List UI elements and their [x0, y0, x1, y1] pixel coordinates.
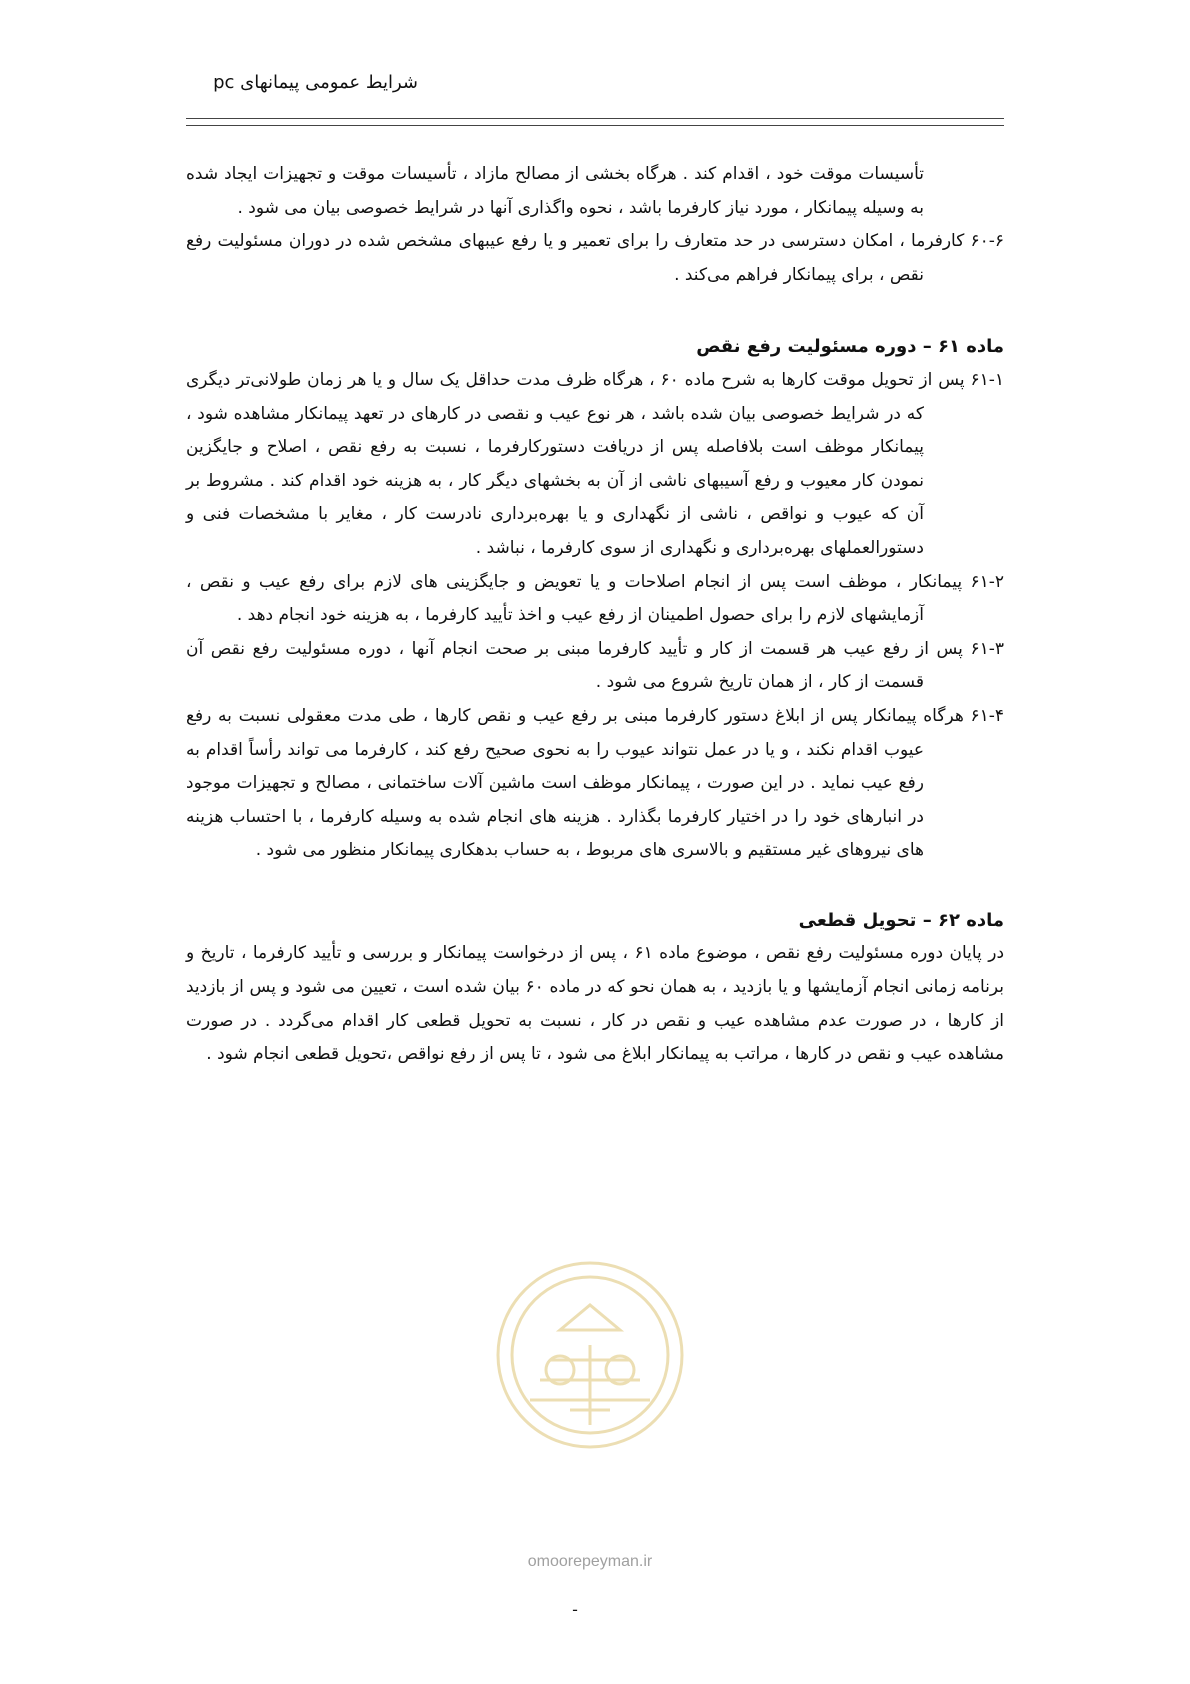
document-body	[186, 158, 1004, 1072]
clause-61-4: ۶۱-۴ هرگاه پیمانکار پس از ابلاغ دستور کارفرما مبنی بر رفع عیب و نقص کارها ، طی مدت معقولی نسبت به رفع عیوب اقدام نکند ، و یا در عمل نتواند عیوب را به نحوی صحیح رفع کند ، کارفرما می تواند رأساً اقدام به رفع عیب نماید . در این صورت ، پیمانکار موظف است ماشین آلات ساختمانی ، مصالح و تجهیزات موجود در انبارهای خود را در اختیار کارفرما بگذارد . هزینه های انجام شده به وسیله کارفرما ، با احتساب هزینه های نیروهای غیر مستقیم و بالاسری های مربوط ، به حساب بدهکاری پیمانکار منظور می شود .	[186, 705, 1004, 861]
omoorepeyman-seal-icon	[490, 1250, 690, 1460]
section-spacer	[186, 292, 1004, 330]
article-61-heading: ماده ۶۱ – دوره مسئولیت رفع نقص	[696, 336, 1004, 358]
clause-61-2: ۶۱-۲ پیمانکار ، موظف است پس از انجام اصلاحات و یا تعویض و جایگزینی های لازم برای رفع عیب و نقص ، آزمایشهای لازم را برای حصول اطمینان از رفع عیب و اخذ تأیید کارفرما ، به هزینه خود انجام دهد .	[186, 571, 1004, 626]
clause-61-3: ۶۱-۳ پس از رفع عیب هر قسمت از کار و تأیید کارفرما مبنی بر صحت انجام آنها ، دوره مسئولیت رفع نقص آن قسمت از کار ، از همان تاریخ شروع می شود .	[186, 638, 1004, 693]
header-double-rule	[186, 118, 1004, 126]
section-spacer	[186, 868, 1004, 904]
watermark-site: omoorepeyman.ir	[527, 1553, 653, 1570]
page-number: -	[572, 1600, 578, 1619]
article-62-heading: ماده ۶۲ – تحویل قطعی	[798, 909, 1004, 931]
intro-continuation-paragraph: تأسیسات موقت خود ، اقدام کند . هرگاه بخشی از مصالح مازاد ، تأسیسات موقت و تجهیزات ایجاد شده به وسیله پیمانکار ، مورد نیاز کارفرما باشد ، نحوه واگذاری آنها در شرایط خصوصی بیان می شود .	[186, 164, 924, 218]
clause-61-1: ۶۱-۱ پس از تحویل موقت کارها به شرح ماده ۶۰ ، هرگاه ظرف مدت حداقل یک سال و یا هر زمان طولانی‌تر دیگری که در شرایط خصوصی بیان شده باشد ، هر نوع عیب و نقصی در کارهای در تعهد پیمانکار مشاهده شود ، پیمانکار موظف است بلافاصله پس از دریافت دستورکارفرما ، نسبت به رفع نقص ، اصلاح و جایگزین نمودن کار معیوب و رفع آسیبهای ناشی از آن به بخشهای دیگر کار ، به هزینه خود اقدام کند . مشروط بر آن که عیوب و نواقص ، ناشی از نگهداری و یا بهره‌برداری نادرست کار ، مغایر با مشخصات فنی و دستورالعملهای بهره‌برداری و نگهداری از سوی کارفرما ، نباشد .	[186, 369, 1004, 558]
article-62-paragraph: در پایان دوره مسئولیت رفع نقص ، موضوع ماده ۶۱ ، پس از درخواست پیمانکار و بررسی و تأیید کارفرما ، تاریخ و برنامه زمانی انجام آزمایشها و یا بازدید ، به همان نحو که در ماده ۶۰ بیان شده است ، تعیین می شود و پس از بازدید از کارها ، در صورت عدم مشاهده عیب و نقص در کار ، نسبت به تحویل قطعی کار اقدام می‌گردد . در صورت مشاهده عیب و نقص در کارها ، مراتب به پیمانکار ابلاغ می شود ، تا پس از رفع نواقص ،تحویل قطعی انجام شود .	[186, 943, 1005, 1065]
clause-60-6: ۶۰-۶ کارفرما ، امکان دسترسی در حد متعارف را برای تعمیر و یا رفع عیبهای مشخص شده در دوران مسئولیت رفع نقص ، برای پیمانکار فراهم می‌کند .	[186, 231, 1004, 285]
running-header-title: شرایط عمومی پیمانهای pc	[213, 72, 418, 93]
